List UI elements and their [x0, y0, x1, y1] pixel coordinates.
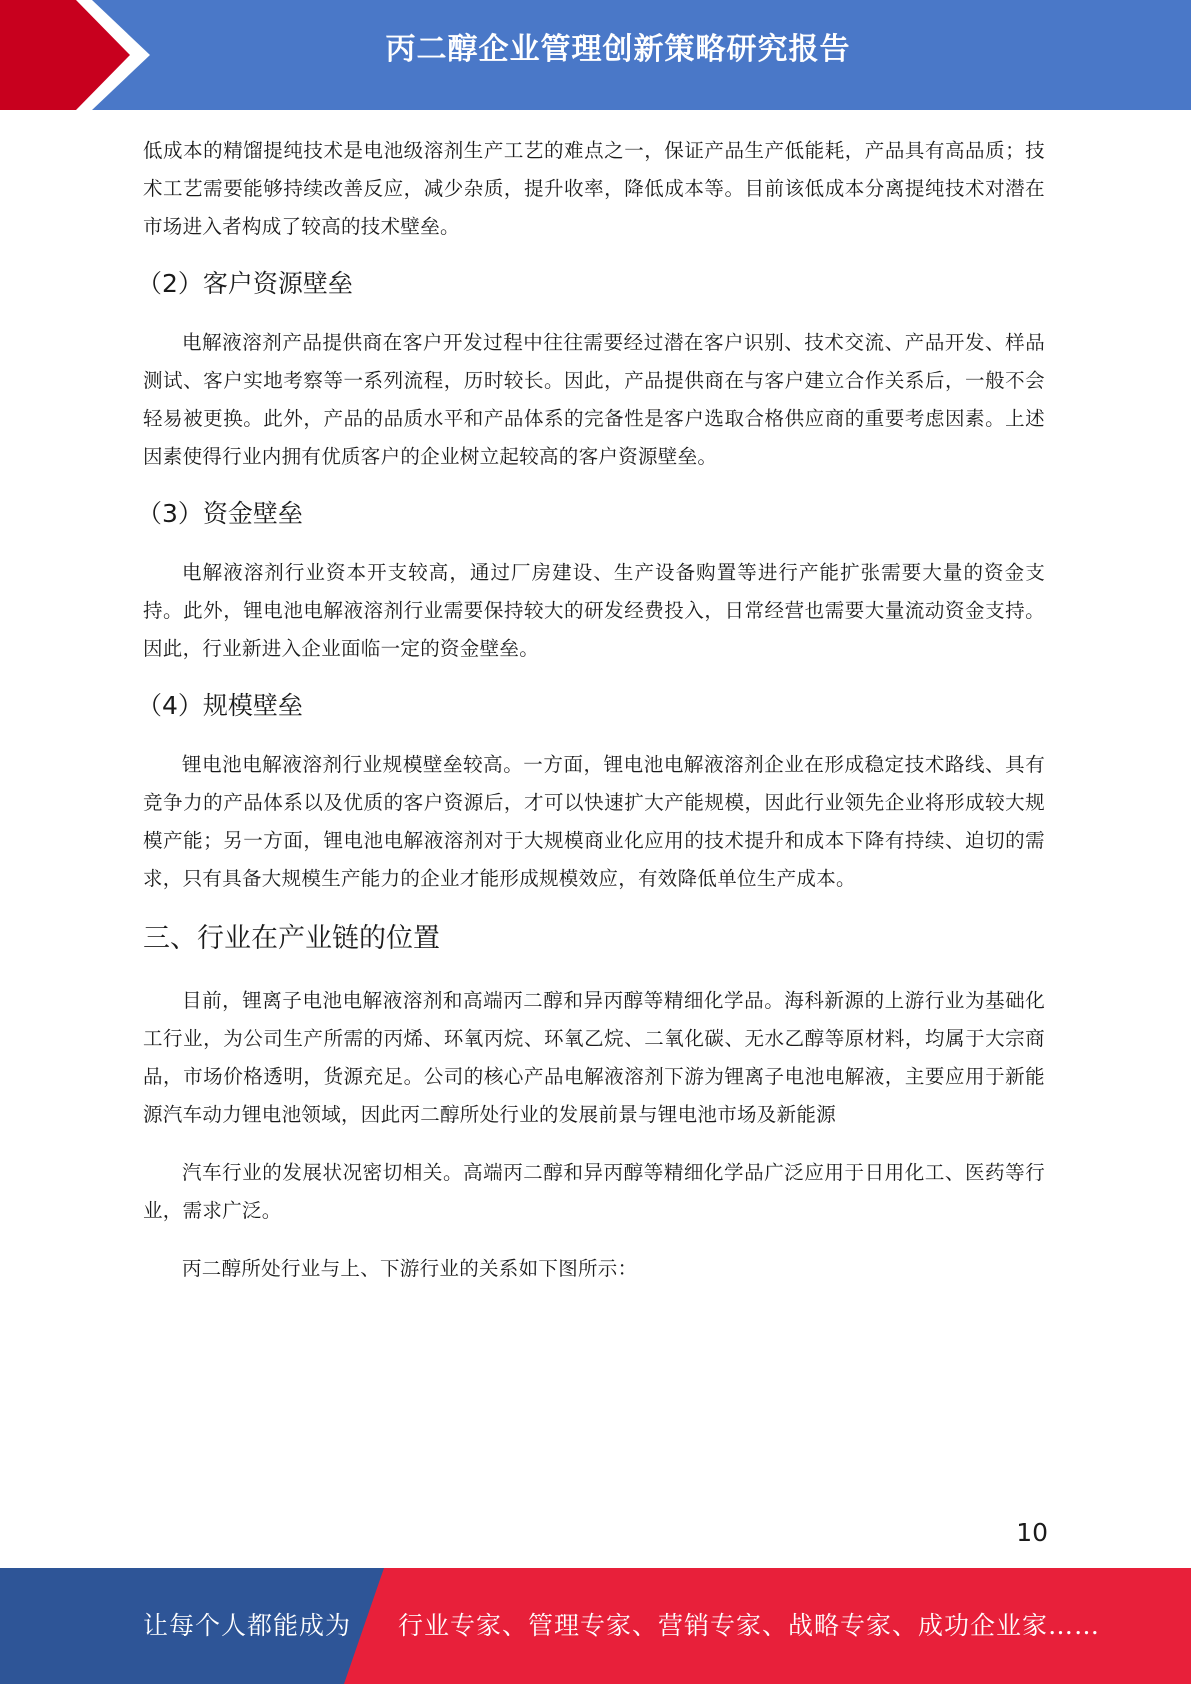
page-header	[0, 0, 1191, 110]
paragraph-chain-1: 目前，锂离子电池电解液溶剂和高端丙二醇和异丙醇等精细化学品。海科新源的上游行业为基础化工行业，为公司生产所需的丙烯、环氧丙烷、环氧乙烷、二氧化碳、无水乙醇等原材料，均属于大宗商品，市场价格透明，货源充足。公司的核心产品电解液溶剂下游为锂离子电池电解液，主要应用于新能源汽车动力锂电池领域，因此丙二醇所处行业的发展前景与锂电池市场及新能源	[143, 989, 1045, 1126]
document-body	[137, 132, 1045, 1288]
heading-scale-barrier: （4）规模壁垒	[137, 691, 303, 720]
page-footer	[0, 1568, 1191, 1684]
report-title: 丙二醇企业管理创新策略研究报告	[385, 32, 851, 67]
footer-slogan-right: 行业专家、管理专家、营销专家、战略专家、成功企业家……	[398, 1611, 1101, 1640]
paragraph-scale-barrier: 锂电池电解液溶剂行业规模壁垒较高。一方面，锂电池电解液溶剂企业在形成稳定技术路线、具有竞争力的产品体系以及优质的客户资源后，才可以快速扩大产能规模，因此行业领先企业将形成较大规模产能；另一方面，锂电池电解液溶剂对于大规模商业化应用的技术提升和成本下降有持续、迫切的需求，只有具备大规模生产能力的企业才能形成规模效应，有效降低单位生产成本。	[143, 753, 1045, 890]
heading-industry-chain-position: 三、行业在产业链的位置	[143, 923, 440, 954]
heading-customer-barrier: （2）客户资源壁垒	[137, 269, 353, 298]
paragraph-capital-barrier: 电解液溶剂行业资本开支较高，通过厂房建设、生产设备购置等进行产能扩张需要大量的资金支持。此外，锂电池电解液溶剂行业需要保持较大的研发经费投入，日常经营也需要大量流动资金支持。因此，行业新进入企业面临一定的资金壁垒。	[143, 561, 1045, 660]
page-number: 10	[1016, 1518, 1048, 1547]
footer-slogan-left: 让每个人都能成为	[143, 1611, 352, 1640]
paragraph-intro: 低成本的精馏提纯技术是电池级溶剂生产工艺的难点之一，保证产品生产低能耗，产品具有高品质；技术工艺需要能够持续改善反应，减少杂质，提升收率，降低成本等。目前该低成本分离提纯技术对潜在市场进入者构成了较高的技术壁垒。	[143, 139, 1045, 238]
heading-capital-barrier: （3）资金壁垒	[137, 499, 303, 528]
paragraph-customer-barrier: 电解液溶剂产品提供商在客户开发过程中往往需要经过潜在客户识别、技术交流、产品开发、样品测试、客户实地考察等一系列流程，历时较长。因此，产品提供商在与客户建立合作关系后，一般不会轻易被更换。此外，产品的品质水平和产品体系的完备性是客户选取合格供应商的重要考虑因素。上述因素使得行业内拥有优质客户的企业树立起较高的客户资源壁垒。	[143, 331, 1045, 468]
paragraph-chain-3: 丙二醇所处行业与上、下游行业的关系如下图所示：	[182, 1257, 638, 1280]
paragraph-chain-2: 汽车行业的发展状况密切相关。高端丙二醇和异丙醇等精细化学品广泛应用于日用化工、医药等行业，需求广泛。	[143, 1161, 1045, 1222]
